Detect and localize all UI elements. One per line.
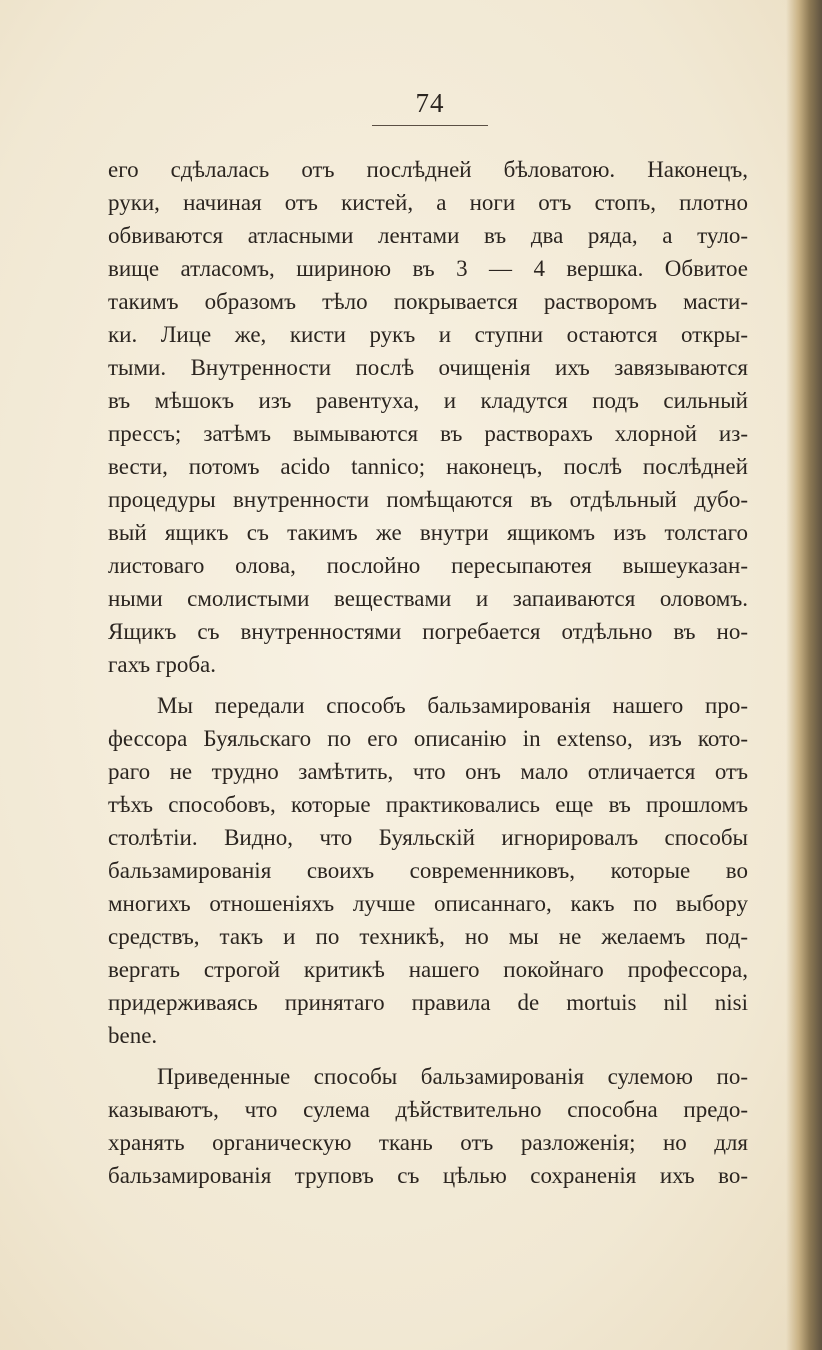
text-line: казываютъ, что сулема дѣйствительно способна предо- [108, 1097, 748, 1122]
text-line: бальзамированія своихъ современниковъ, которые во [108, 858, 748, 883]
text-line: bene. [108, 1023, 158, 1048]
text-line: руки, начиная отъ кистей, а ноги отъ стопъ, плотно [108, 190, 748, 215]
text-line: хранять органическую ткань отъ разложенія; но для [108, 1130, 748, 1155]
paragraph-first-line: Мы передали способъ бальзамированія нашего про- [157, 693, 748, 718]
text-line: такимъ образомъ тѣло покрывается растворомъ масти- [108, 289, 748, 314]
text-line: тѣхъ способовъ, которые практиковались еще въ прошломъ [108, 792, 748, 817]
text-line: листоваго олова, послойно пересыпаютея вышеуказан- [108, 553, 748, 578]
text-line: обвиваются атласными лентами въ два ряда, а туло- [108, 223, 748, 248]
text-line: Ящикъ съ внутренностями погребается отдѣльно въ но- [108, 619, 748, 644]
page-number-rule [372, 125, 488, 126]
text-line: раго не трудно замѣтить, что онъ мало отличается отъ [108, 759, 748, 784]
text-line: бальзамированія труповъ съ цѣлью сохраненія ихъ во- [108, 1163, 748, 1188]
text-line: гахъ гроба. [108, 652, 217, 677]
text-line: въ мѣшокъ изъ равентуха, и кладутся подъ сильный [108, 388, 748, 413]
text-line: его сдѣлалась отъ послѣдней бѣловатою. Наконецъ, [108, 157, 748, 182]
page-number: 74 [415, 88, 445, 118]
text-line: средствъ, такъ и по техникѣ, но мы не желаемъ под- [108, 924, 748, 949]
text-line: прессъ; затѣмъ вымываются въ растворахъ хлорной из- [108, 421, 748, 446]
text-line: фессора Буяльскаго по его описанію in extenso, изъ кото- [108, 726, 748, 751]
text-line: вище атласомъ, шириною въ 3 — 4 вершка. Обвитое [108, 256, 748, 281]
text-line: вый ящикъ съ такимъ же внутри ящикомъ изъ толстаго [108, 520, 748, 545]
book-spine-edge [786, 0, 822, 1350]
text-line: процедуры внутренности помѣщаются въ отдѣльный дубо- [108, 487, 748, 512]
text-line: тыми. Внутренности послѣ очищенія ихъ завязываются [108, 355, 748, 380]
text-line: придерживаясь принятаго правила de mortuis nil nisi [108, 990, 748, 1015]
text-line: вергать строгой критикѣ нашего покойнаго профессора, [108, 957, 748, 982]
text-line: вести, потомъ acido tannico; наконецъ, послѣ послѣдней [108, 454, 748, 479]
text-line: ными смолистыми веществами и запаиваются оловомъ. [108, 586, 748, 611]
text-line: столѣтіи. Видно, что Буяльскій игнорировалъ способы [108, 825, 748, 850]
paragraph-first-line: Приведенные способы бальзамированія сулемою по- [157, 1064, 748, 1089]
text-line: многихъ отношеніяхъ лучше описаннаго, какъ по выбору [108, 891, 748, 916]
text-line: ки. Лице же, кисти рукъ и ступни остаются откры- [108, 322, 748, 347]
